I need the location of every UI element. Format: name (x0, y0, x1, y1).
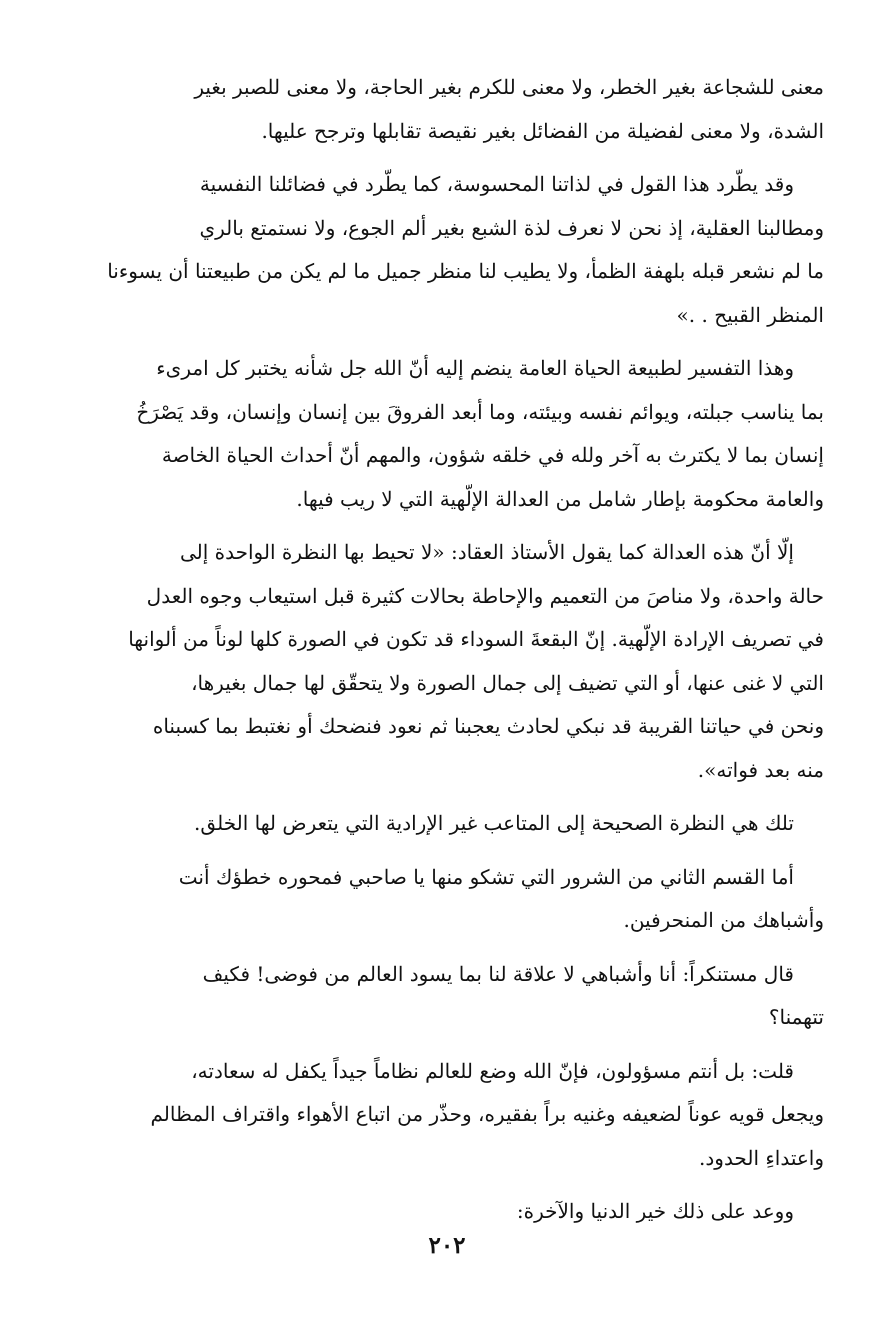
text-line: الشدة، ولا معنى لفضيلة من الفضائل بغير نقيصة تقابلها وترجح عليها. (261, 118, 824, 143)
text-line: ويجعل قويه عوناً لضعيفه وغنيه براً بفقيره، وحذّر من اتباع الأهواء واقتراف المظالم (150, 1102, 824, 1126)
text-line: في تصريف الإرادة الإلّهية. إنّ البقعةَ السوداء قد تكون في الصورة كلها لوناً من ألوانها (128, 627, 824, 651)
paragraph (50, 856, 824, 943)
text-line: التي لا غنى عنها، أو التي تضيف إلى جمال الصورة ولا يتحقّق لها جمال بغيرها، (191, 670, 824, 695)
page-number: ٢٠٢ (428, 1232, 466, 1259)
text-line: أما القسم الثاني من الشرور التي تشكو منها يا صاحبي فمحوره خطؤك أنت (178, 864, 794, 889)
paragraph (50, 802, 824, 846)
text-line: وأشباهك من المنحرفين. (623, 908, 824, 932)
text-line: وهذا التفسير لطبيعة الحياة العامة ينضم إليه أنّ الله جل شأنه يختبر كل امرىء (156, 356, 794, 380)
text-line: وقد يطّرد هذا القول في لذاتنا المحسوسة، كما يطّرد في فضائلنا النفسية (199, 172, 794, 196)
paragraph (50, 347, 824, 521)
text-line: معنى للشجاعة بغير الخطر، ولا معنى للكرم بغير الحاجة، ولا معنى للصبر بغير (194, 75, 824, 99)
text-line: حالة واحدة، ولا مناصَ من التعميم والإحاطة بحالات كثيرة قبل استيعاب وجوه العدل (146, 583, 824, 608)
text-line: قال مستنكراً: أنا وأشباهي لا علاقة لنا بما يسود العالم من فوضى! فكيف (202, 961, 794, 986)
text-line: ووعد على ذلك خير الدنيا والآخرة: (516, 1199, 794, 1223)
text-line: ما لم نشعر قبله بلهفة الظمأ، ولا يطيب لنا منظر جميل ما لم يكن من طبيعتنا أن يسوءنا (107, 259, 824, 283)
text-line: واعتداءِ الحدود. (699, 1145, 824, 1170)
text-line: ومطالبنا العقلية، إذ نحن لا نعرف لذة الشبع بغير ألم الجوع، ولا نستمتع بالري (199, 215, 824, 240)
paragraph (50, 531, 824, 792)
paragraph (50, 953, 824, 1040)
text-line: إنسان بما لا يكترث به آخر ولله في خلقه شؤون، والمهم أنّ أحداث الحياة الخاصة (161, 443, 824, 467)
text-line: تتهمنا؟ (768, 1005, 824, 1029)
body-text (50, 66, 824, 1244)
text-line: والعامة محكومة بإطار شامل من العدالة الإلّهية التي لا ريب فيها. (296, 486, 824, 511)
text-line: ونحن في حياتنا القريبة قد نبكي لحادث يعجبنا ثم نعود فنضحك أو نغتبط بما كسبناه (152, 714, 824, 738)
paragraph (50, 1190, 824, 1234)
text-line: تلك هي النظرة الصحيحة إلى المتاعب غير الإرادية التي يتعرض لها الخلق. (194, 811, 794, 835)
paragraph (50, 1050, 824, 1181)
text-line: إلّا أنّ هذه العدالة كما يقول الأستاذ العقاد: «لا تحيط بها النظرة الواحدة إلى (179, 540, 794, 564)
text-line: بما يناسب جبلته، ويوائم نفسه وبيئته، وما أبعد الفروقَ بين إنسان وإنسان، وقد يَصْرَخُ (136, 399, 824, 424)
paragraph (50, 163, 824, 337)
text-line: المنظر القبيح . .» (676, 302, 824, 327)
text-line: قلت: بل أنتم مسؤولون، فإنّ الله وضع للعالم نظاماً جيداً يكفل له سعادته، (191, 1058, 794, 1083)
paragraph (50, 66, 824, 153)
text-line: منه بعد فواته». (697, 757, 824, 782)
